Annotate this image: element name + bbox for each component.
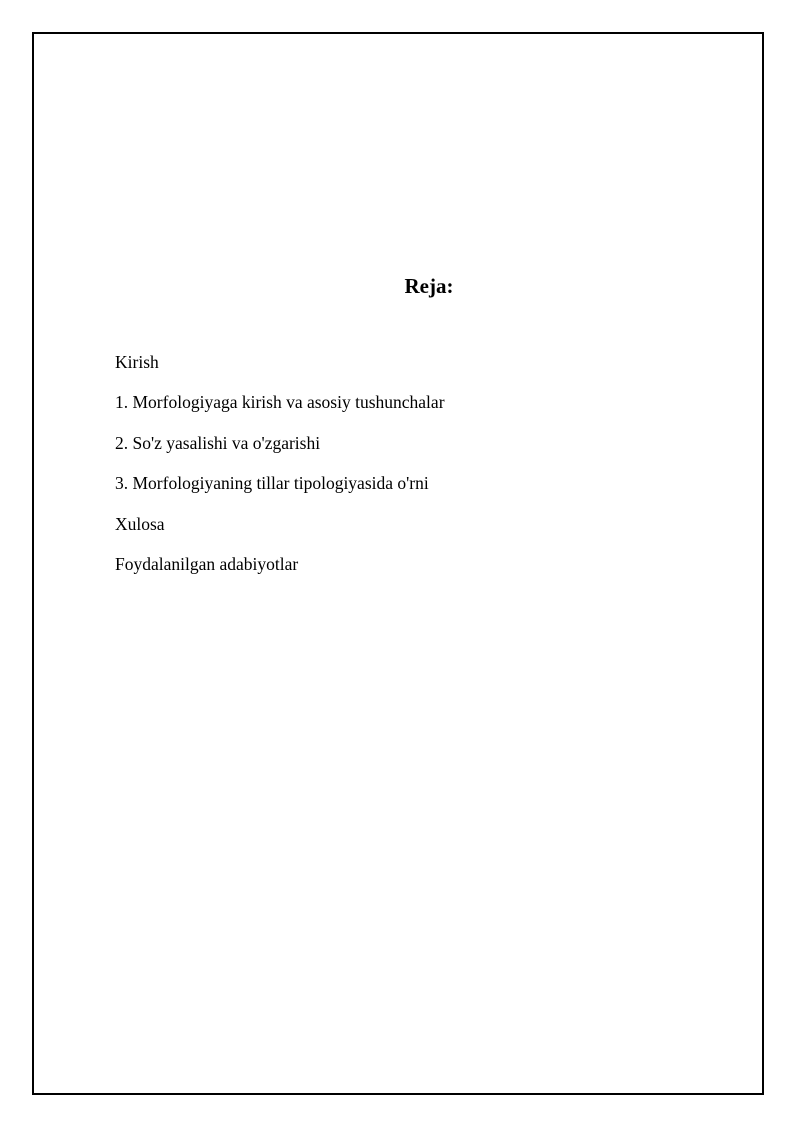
plan-list (115, 350, 445, 592)
plan-item-conclusion: Xulosa (115, 513, 165, 534)
plan-item-chapter-3: 3. Morfologiyaning tillar tipologiyasida o'rni (115, 473, 429, 494)
plan-item-references: Foydalanilgan adabiyotlar (115, 553, 299, 574)
page-title: Reja: (404, 274, 454, 298)
plan-item-introduction: Kirish (115, 352, 159, 372)
plan-item-chapter-1: 1. Morfologiyaga kirish va asosiy tushunchalar (115, 392, 445, 413)
plan-item-chapter-2: 2. So'z yasalishi va o'zgarishi (115, 432, 321, 453)
